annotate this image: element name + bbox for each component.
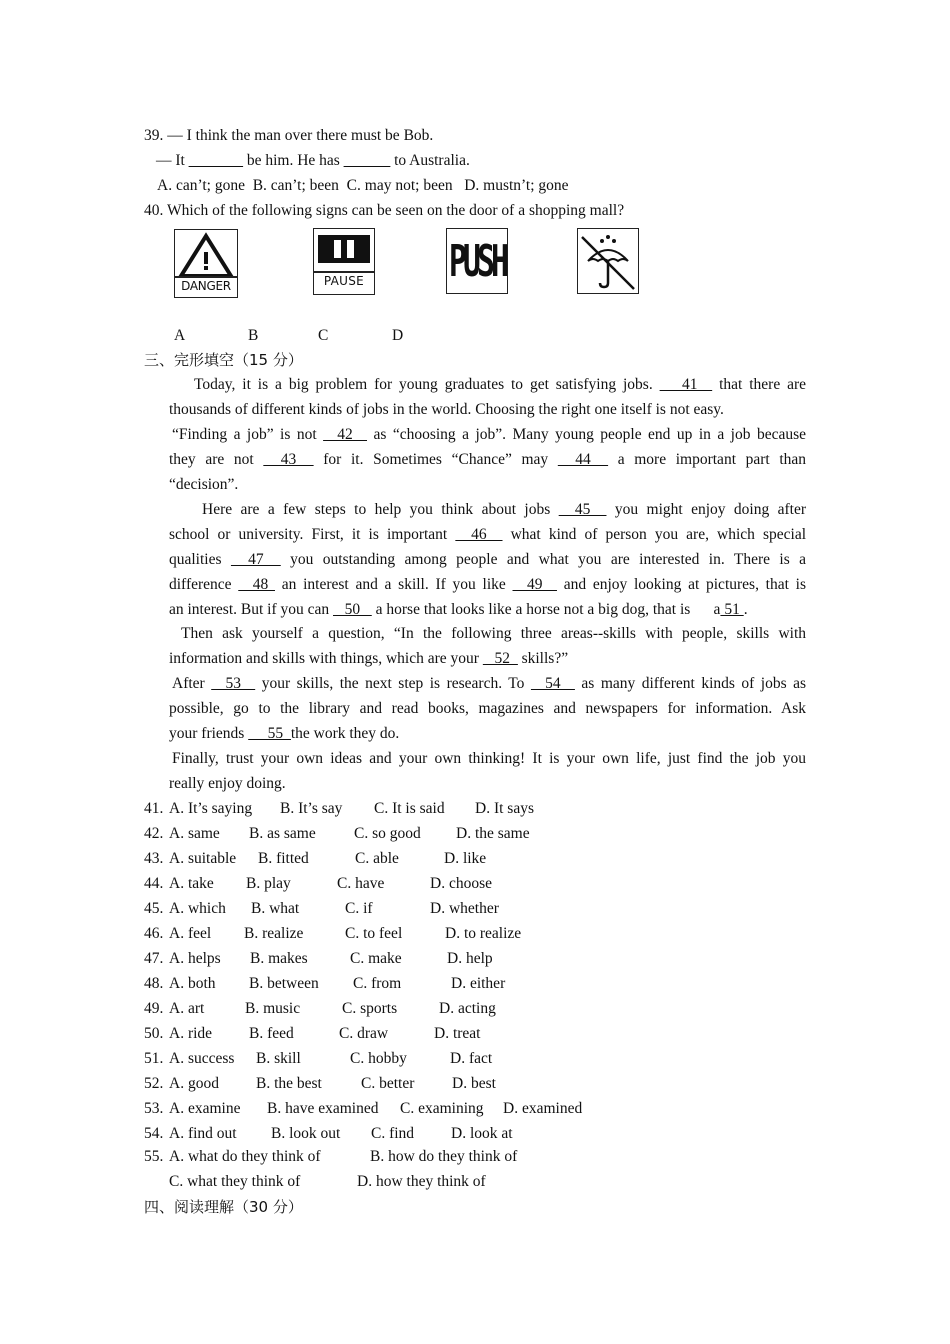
option-b: B. It’s say bbox=[280, 800, 343, 817]
blank-42: _42_ bbox=[323, 426, 367, 443]
passage-line bbox=[169, 724, 399, 744]
q39-reply-text: — It bbox=[156, 152, 189, 169]
passage-text: Today, it is a big problem for young graduates to get satisfying jobs. bbox=[194, 376, 653, 393]
option-a: A. take bbox=[169, 875, 214, 892]
option-b: B. what bbox=[251, 900, 300, 917]
option-d: D. either bbox=[451, 975, 506, 992]
passage-text: difference bbox=[169, 576, 232, 593]
blank-47: _47_ bbox=[230, 551, 281, 568]
option-c: C. able bbox=[355, 850, 399, 867]
option-d: D. whether bbox=[430, 900, 499, 917]
q39-blank-1: _______ bbox=[188, 152, 243, 169]
passage-text: you might enjoy doing after bbox=[614, 501, 807, 518]
passage-text: school or university. First, it is important bbox=[169, 526, 448, 543]
option-a: A. helps bbox=[169, 950, 221, 967]
option-c: C. so good bbox=[354, 825, 421, 842]
option-num: 43. bbox=[144, 850, 164, 867]
option-num: 50. bbox=[144, 1025, 164, 1042]
blank-44: _44_ bbox=[557, 451, 609, 468]
option-b: B. look out bbox=[271, 1125, 341, 1142]
q39-reply bbox=[156, 151, 470, 171]
option-d: D. look at bbox=[451, 1125, 513, 1142]
option-num: 48. bbox=[144, 975, 164, 992]
sign-letter-a: A bbox=[174, 327, 186, 344]
option-a: A. good bbox=[169, 1075, 219, 1092]
option-c: C. have bbox=[337, 875, 385, 892]
option-num: 44. bbox=[144, 875, 164, 892]
option-b: B. as same bbox=[249, 825, 316, 842]
passage-text: what kind of person you are, which special bbox=[510, 526, 807, 543]
sign-letter-d: D bbox=[392, 327, 404, 344]
option-num: 47. bbox=[144, 950, 164, 967]
passage-line bbox=[202, 500, 806, 520]
option-a: A. both bbox=[169, 975, 216, 992]
passage-text: an interest. But if you can bbox=[169, 601, 330, 618]
passage-text: information and skills with things, which are your bbox=[169, 650, 479, 667]
option-a: A. art bbox=[169, 1000, 205, 1017]
option-a: A. feel bbox=[169, 925, 212, 942]
passage-text: . bbox=[743, 601, 748, 618]
option-num: 54. bbox=[144, 1125, 164, 1142]
option-b: B. between bbox=[249, 975, 319, 992]
push-text-icon bbox=[447, 237, 507, 288]
q39-blank-2: ______ bbox=[343, 152, 391, 169]
passage-text: for it. Sometimes “Chance” may bbox=[323, 451, 549, 468]
passage-text: and enjoy looking at pictures, that is bbox=[563, 576, 806, 593]
passage-text: you outstanding among people and what you are interested in. There is a bbox=[290, 551, 807, 568]
option-c: C. draw bbox=[339, 1025, 389, 1042]
blank-43: _43_ bbox=[263, 451, 314, 468]
option-a: A. which bbox=[169, 900, 226, 917]
passage-text: your friends bbox=[169, 725, 245, 742]
section3-title: 三、完形填空（15 分） bbox=[144, 351, 303, 369]
blank-45: _45_ bbox=[558, 501, 607, 518]
option-num: 49. bbox=[144, 1000, 164, 1017]
option-num: 52. bbox=[144, 1075, 164, 1092]
passage-text: “Finding a job” is not bbox=[172, 426, 317, 443]
sign-a-danger bbox=[174, 229, 238, 298]
sign-letter-c: C bbox=[318, 327, 329, 344]
option-num: 42. bbox=[144, 825, 164, 842]
passage-text: a more important part than bbox=[617, 451, 807, 468]
passage-line bbox=[172, 674, 806, 694]
option-b: B. feed bbox=[249, 1025, 294, 1042]
option-c: C. hobby bbox=[350, 1050, 407, 1067]
option-b: B. realize bbox=[244, 925, 304, 942]
passage-line bbox=[169, 525, 806, 545]
option-b: B. makes bbox=[250, 950, 308, 967]
passage-line: possible, go to the library and read books, magazines and newspapers for information. Ask bbox=[169, 700, 806, 717]
option-c: C. It is said bbox=[374, 800, 445, 817]
passage-text: as many different kinds of jobs as bbox=[581, 675, 807, 692]
option-c: C. examining bbox=[400, 1100, 484, 1117]
option-num: 46. bbox=[144, 925, 164, 942]
option-c: C. what they think of bbox=[169, 1173, 301, 1190]
option-d: D. examined bbox=[503, 1100, 583, 1117]
section4-title: 四、阅读理解（30 分） bbox=[144, 1198, 303, 1216]
no-umbrella-icon bbox=[578, 229, 638, 293]
blank-41: __41_ bbox=[659, 376, 713, 393]
option-c: C. to feel bbox=[345, 925, 403, 942]
option-d: D. the same bbox=[456, 825, 530, 842]
passage-line bbox=[194, 375, 806, 395]
option-a: A. suitable bbox=[169, 850, 237, 867]
passage-line: “decision”. bbox=[169, 476, 239, 493]
pause-icon bbox=[314, 229, 374, 271]
option-c: C. from bbox=[353, 975, 402, 992]
blank-53: _53_ bbox=[211, 675, 256, 692]
sign-c-label: PUSH bbox=[448, 237, 506, 288]
q39-options: A. can’t; gone B. can’t; been C. may not; been D. mustn’t; gone bbox=[157, 177, 569, 194]
passage-line bbox=[169, 649, 568, 669]
option-d: D. help bbox=[447, 950, 493, 967]
passage-line bbox=[169, 575, 806, 595]
passage-text: as “choosing a job”. Many young people end up in a job because bbox=[373, 426, 806, 443]
blank-46: _46_ bbox=[455, 526, 503, 543]
option-a: A. It’s saying bbox=[169, 800, 253, 817]
blank-48: _48 bbox=[238, 576, 275, 593]
option-b: B. fitted bbox=[258, 850, 309, 867]
passage-text: skills?” bbox=[521, 650, 569, 667]
option-d: D. how they think of bbox=[357, 1173, 486, 1190]
passage-text: a horse that looks like a horse not a big dog, that is a bbox=[375, 601, 721, 618]
q40-stem: 40. Which of the following signs can be seen on the door of a shopping mall? bbox=[144, 202, 625, 219]
sign-b-pause bbox=[313, 228, 375, 295]
passage-text: that there are bbox=[719, 376, 807, 393]
blank-55: __55_ bbox=[248, 725, 291, 742]
passage-text: Here are a few steps to help you think about jobs bbox=[202, 501, 551, 518]
option-num: 53. bbox=[144, 1100, 164, 1117]
passage-line: Finally, trust your own ideas and your own thinking! It is your own life, just find the job you bbox=[172, 750, 806, 767]
sign-c-push bbox=[446, 228, 508, 294]
blank-54: _54_ bbox=[530, 675, 575, 692]
blank-52: _52_ bbox=[482, 650, 518, 667]
passage-line: really enjoy doing. bbox=[169, 775, 286, 792]
passage-text: your skills, the next step is research. To bbox=[261, 675, 525, 692]
option-b: B. music bbox=[245, 1000, 301, 1017]
option-d: D. like bbox=[444, 850, 487, 867]
option-b: B. how do they think of bbox=[370, 1148, 518, 1165]
q39-reply-text: be him. He has bbox=[242, 152, 344, 169]
option-a: A. find out bbox=[169, 1125, 237, 1142]
option-d: D. choose bbox=[430, 875, 492, 892]
option-a: A. ride bbox=[169, 1025, 213, 1042]
option-a: A. examine bbox=[169, 1100, 241, 1117]
passage-line bbox=[172, 425, 806, 445]
passage-line bbox=[169, 550, 806, 570]
passage-text: qualities bbox=[169, 551, 222, 568]
passage-line: Then ask yourself a question, “In the following three areas--skills with people, skills with bbox=[181, 625, 806, 642]
q39-stem: 39. — I think the man over there must be Bob. bbox=[144, 127, 434, 144]
option-num: 41. bbox=[144, 800, 164, 817]
passage-line bbox=[169, 450, 806, 470]
passage-line: thousands of different kinds of jobs in the world. Choosing the right one itself is not easy. bbox=[169, 401, 724, 418]
passage-text: the work they do. bbox=[290, 725, 400, 742]
option-c: C. better bbox=[361, 1075, 415, 1092]
sign-b-label: PAUSE bbox=[323, 274, 365, 288]
passage-text: they are not bbox=[169, 451, 254, 468]
q39-reply-text: to Australia. bbox=[390, 152, 470, 169]
option-d: D. acting bbox=[439, 1000, 496, 1017]
option-c: C. make bbox=[350, 950, 402, 967]
passage-line bbox=[169, 600, 748, 620]
option-c: C. if bbox=[345, 900, 373, 917]
option-c: C. find bbox=[371, 1125, 415, 1142]
blank-51: 51 bbox=[720, 601, 744, 618]
option-b: B. the best bbox=[256, 1075, 322, 1092]
option-c: C. sports bbox=[342, 1000, 398, 1017]
sign-letter-b: B bbox=[248, 327, 259, 344]
blank-49: _49_ bbox=[512, 576, 557, 593]
option-a: A. success bbox=[169, 1050, 235, 1067]
option-b: B. have examined bbox=[267, 1100, 379, 1117]
passage-text: an interest and a skill. If you like bbox=[281, 576, 506, 593]
option-a: A. same bbox=[169, 825, 220, 842]
option-b: B. play bbox=[246, 875, 291, 892]
option-d: D. treat bbox=[434, 1025, 481, 1042]
option-num: 45. bbox=[144, 900, 164, 917]
option-num: 55. bbox=[144, 1148, 164, 1165]
option-d: D. fact bbox=[450, 1050, 493, 1067]
sign-d-no-umbrella bbox=[577, 228, 639, 294]
option-num: 51. bbox=[144, 1050, 164, 1067]
warning-triangle-icon bbox=[175, 232, 237, 280]
sign-a-label: DANGER bbox=[181, 279, 231, 293]
option-d: D. It says bbox=[475, 800, 534, 817]
option-b: B. skill bbox=[256, 1050, 301, 1067]
blank-50: _50_ bbox=[333, 601, 372, 618]
passage-text: After bbox=[172, 675, 205, 692]
option-a: A. what do they think of bbox=[169, 1148, 321, 1165]
option-d: D. to realize bbox=[445, 925, 522, 942]
option-d: D. best bbox=[452, 1075, 496, 1092]
